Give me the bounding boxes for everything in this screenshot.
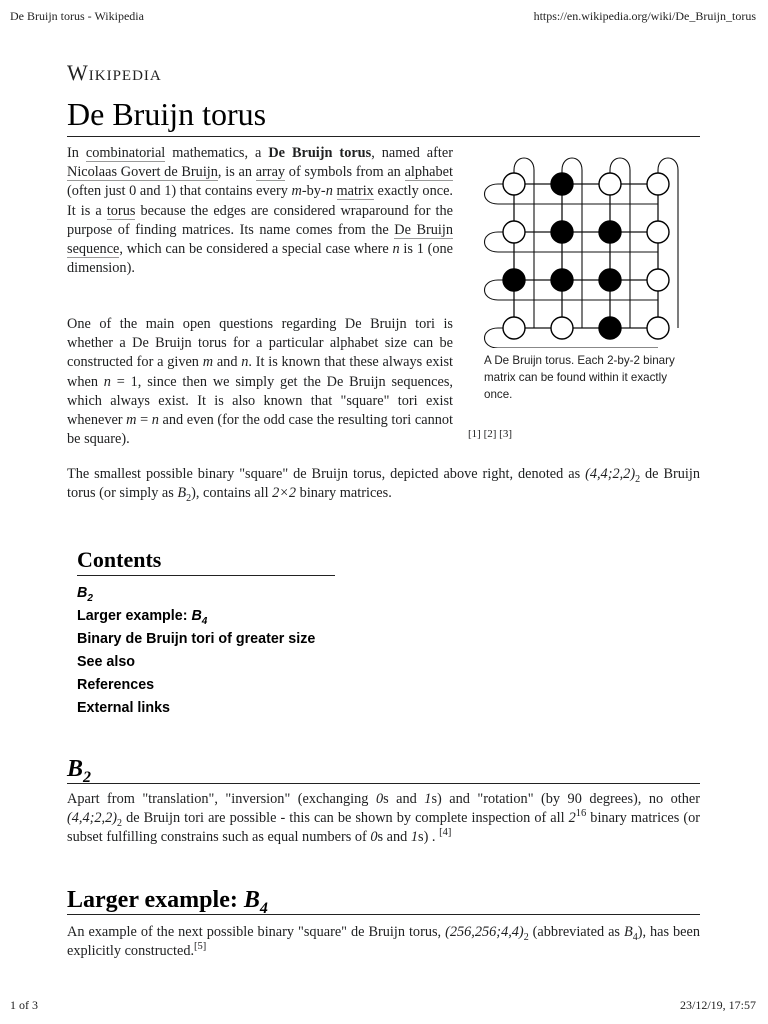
section-heading-larger-example: Larger example: $B_4$: [67, 886, 700, 915]
toc-item-see-also[interactable]: See also: [77, 654, 136, 670]
b4-paragraph: An example of the next possible binary "square" de Bruijn torus, $(256,256;4,4)_2$ (abbreviated as $B_4$), has been explicitly constructed.[5]: [67, 924, 700, 960]
white-node: [647, 269, 669, 291]
citation-ref-5[interactable]: [5]: [194, 941, 207, 953]
black-node: [551, 173, 573, 195]
figure-caption: A De Bruijn torus. Each 2-by-2 binary matrix can be found within it exactly once.: [484, 354, 675, 401]
black-node: [503, 269, 525, 291]
toc-item-greater-size[interactable]: Binary de Bruijn tori of greater size: [77, 631, 316, 647]
torus-diagram[interactable]: [478, 148, 700, 348]
table-of-contents: [77, 546, 335, 720]
citation-ref-4[interactable]: [4]: [439, 827, 452, 839]
toc-item-b2[interactable]: $B_2$: [77, 585, 93, 604]
white-node: [647, 317, 669, 339]
page-count: 1 of 3: [10, 998, 38, 1012]
print-header-url[interactable]: https://en.wikipedia.org/wiki/De_Bruijn_torus: [533, 9, 756, 23]
black-node: [551, 269, 573, 291]
white-node: [647, 221, 669, 243]
intro-paragraph: In combinatorial mathematics, a De Bruijn torus, named after Nicolaas Govert de Bruijn, is an array of symbols from an alphabet (often just 0 and 1) that contains every m-by-n matrix exactly once. It is a torus because the edges are considered wraparound for the purpose of finding matrices. Its name comes from the De Bruijn sequence, which can be considered a special case where n is 1 (one dimension).: [67, 145, 453, 277]
white-node: [503, 221, 525, 243]
black-node: [551, 221, 573, 243]
torus-figure: [478, 148, 700, 403]
smallest-torus-paragraph: The smallest possible binary "square" de Bruijn torus, depicted above right, denoted as $(4,4;2,2)_2$ de Bruijn torus (or simply as $B_2$), contains all 2×2 binary matrices.: [67, 466, 700, 505]
link-combinatorial[interactable]: combinatorial: [85, 145, 166, 161]
link-matrix[interactable]: matrix: [336, 183, 374, 200]
print-footer: [10, 998, 756, 1013]
print-header-title: De Bruijn torus - Wikipedia: [10, 9, 144, 23]
wikipedia-wordmark[interactable]: Wikipedia: [67, 60, 162, 85]
link-array[interactable]: array: [255, 164, 286, 181]
black-node: [599, 221, 621, 243]
citation-refs-1-3[interactable]: [1] [2] [3]: [468, 428, 512, 440]
print-timestamp: 23/12/19, 17:57: [679, 998, 756, 1012]
white-node: [647, 173, 669, 195]
open-questions-paragraph: One of the main open questions regarding De Bruijn tori is whether a De Bruijn torus for a particular alphabet size can be constructed for a given m and n. It is known that these always exist when n = 1, since then we simply get the De Bruijn sequences, which always exist. It is also known that "square" tori exist whenever m = n and even (for the odd case the resulting tori cannot be square).: [67, 316, 454, 448]
toc-item-references[interactable]: References: [77, 677, 155, 693]
white-node: [503, 317, 525, 339]
link-nicolaas-govert-de-bruijn[interactable]: Nicolaas Govert de Bruijn: [67, 164, 218, 181]
link-alphabet[interactable]: alphabet: [404, 164, 453, 181]
term-de-bruijn-torus: De Bruijn torus: [268, 145, 372, 161]
white-node: [599, 173, 621, 195]
black-node: [599, 269, 621, 291]
white-node: [503, 173, 525, 195]
toc-item-external-links[interactable]: External links: [77, 700, 170, 716]
white-node: [551, 317, 573, 339]
link-torus[interactable]: torus: [106, 202, 136, 219]
section-heading-b2: $B_2$: [67, 755, 700, 784]
toc-item-larger-example[interactable]: Larger example: $B_4$: [77, 608, 208, 627]
print-header: [10, 9, 756, 24]
page-title: De Bruijn torus: [67, 94, 700, 137]
b2-paragraph: Apart from "translation", "inversion" (exchanging 0s and 1s) and "rotation" (by 90 degrees), no other $(4,4;2,2)_2$ de Bruijn tori are possible - this can be shown by complete inspection of all 2$^{16}$ binary matrices (or subset fulfilling constrains such as equal numbers of 0s and 1s) . [4]: [67, 791, 701, 846]
link-de-bruijn-sequence[interactable]: De Bruijn sequence: [67, 221, 453, 258]
toc-title: Contents: [77, 546, 335, 576]
black-node: [599, 317, 621, 339]
